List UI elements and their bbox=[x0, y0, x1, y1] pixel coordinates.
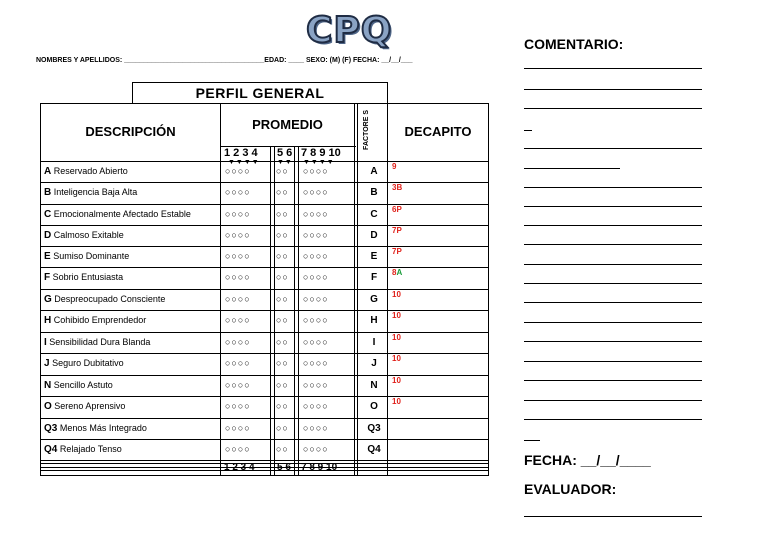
comment-line[interactable] bbox=[524, 68, 702, 69]
row-desc-text: Sumiso Dominante bbox=[53, 251, 130, 261]
row-desc-text: Sereno Aprensivo bbox=[54, 401, 126, 411]
decapito-value: 10 bbox=[392, 311, 401, 320]
circles-group-2[interactable]: ○○ bbox=[276, 337, 289, 347]
decapito-value: 3B bbox=[392, 183, 403, 192]
factor-letter: F bbox=[370, 272, 378, 283]
decapito-value: 10 bbox=[392, 397, 401, 406]
circles-group-2[interactable]: ○○ bbox=[276, 358, 289, 368]
comment-line[interactable] bbox=[524, 108, 702, 109]
comment-line[interactable] bbox=[524, 419, 702, 420]
row-desc-text: Reservado Abierto bbox=[53, 166, 128, 176]
circles-group-1[interactable]: ○○○○ bbox=[225, 401, 251, 411]
evaluador-label: EVALUADOR: bbox=[524, 481, 617, 497]
comment-line[interactable] bbox=[524, 206, 702, 207]
decapito-value: 10 bbox=[392, 376, 401, 385]
factores-header: FACTORE S bbox=[363, 110, 370, 150]
comment-line[interactable] bbox=[524, 130, 532, 131]
circles-group-3[interactable]: ○○○○ bbox=[303, 444, 329, 454]
circles-group-2[interactable]: ○○ bbox=[276, 209, 289, 219]
row-desc-text: Emocionalmente Afectado Estable bbox=[53, 209, 191, 219]
row-description bbox=[44, 401, 125, 412]
factor-letter: O bbox=[370, 401, 378, 412]
comment-line[interactable] bbox=[524, 225, 702, 226]
factor-letter: A bbox=[370, 166, 378, 177]
circles-group-1[interactable]: ○○○○ bbox=[225, 294, 251, 304]
row-desc-text: Despreocupado Consciente bbox=[54, 294, 166, 304]
row-letter: N bbox=[44, 380, 52, 391]
circles-group-2[interactable]: ○○ bbox=[276, 294, 289, 304]
profile-table bbox=[40, 103, 489, 476]
row-description bbox=[44, 166, 128, 177]
factor-letter: B bbox=[370, 187, 378, 198]
comment-line[interactable] bbox=[524, 264, 702, 265]
circles-group-1[interactable]: ○○○○ bbox=[225, 337, 251, 347]
factor-letter: G bbox=[370, 294, 378, 305]
circles-group-2[interactable]: ○○ bbox=[276, 380, 289, 390]
row-description bbox=[44, 230, 124, 241]
row-letter: G bbox=[44, 294, 52, 305]
comment-line[interactable] bbox=[524, 244, 702, 245]
circles-group-1[interactable]: ○○○○ bbox=[225, 444, 251, 454]
factor-letter: J bbox=[371, 358, 377, 369]
factor-letter: I bbox=[372, 337, 376, 348]
promedio-header: PROMEDIO bbox=[252, 117, 323, 132]
circles-group-2[interactable]: ○○ bbox=[276, 187, 289, 197]
decapito-value: 7P bbox=[392, 247, 402, 256]
comment-line[interactable] bbox=[524, 361, 702, 362]
decapito-value: 9 bbox=[392, 162, 397, 171]
row-description bbox=[44, 444, 122, 455]
row-description bbox=[44, 380, 113, 391]
bottom-scale-group-3: 7 8 9 10 bbox=[301, 461, 338, 473]
row-letter: Q3 bbox=[44, 423, 58, 434]
circles-group-1[interactable]: ○○○○ bbox=[225, 423, 251, 433]
circles-group-1[interactable]: ○○○○ bbox=[225, 272, 251, 282]
row-description bbox=[44, 187, 137, 198]
row-letter: A bbox=[44, 166, 52, 177]
comment-line[interactable] bbox=[524, 341, 702, 342]
circles-group-2[interactable]: ○○ bbox=[276, 401, 289, 411]
circles-group-3[interactable]: ○○○○ bbox=[303, 294, 329, 304]
row-letter: J bbox=[44, 358, 50, 369]
circles-group-1[interactable]: ○○○○ bbox=[225, 166, 251, 176]
row-description bbox=[44, 251, 129, 262]
circles-group-3[interactable]: ○○○○ bbox=[303, 166, 329, 176]
circles-group-1[interactable]: ○○○○ bbox=[225, 358, 251, 368]
circles-group-1[interactable]: ○○○○ bbox=[225, 251, 251, 261]
row-letter: H bbox=[44, 315, 52, 326]
row-letter: F bbox=[44, 272, 51, 283]
factor-letter: H bbox=[370, 315, 378, 326]
comment-line[interactable] bbox=[524, 89, 702, 90]
scale-group-2: 5 6 bbox=[277, 147, 293, 159]
circles-group-3[interactable]: ○○○○ bbox=[303, 423, 329, 433]
circles-group-2[interactable]: ○○ bbox=[276, 272, 289, 282]
decapito-value: 10 bbox=[392, 333, 401, 342]
row-desc-text: Inteligencia Baja Alta bbox=[53, 187, 138, 197]
circles-group-2[interactable]: ○○ bbox=[276, 230, 289, 240]
row-desc-text: Sobrio Entusiasta bbox=[52, 272, 124, 282]
circles-group-3[interactable]: ○○○○ bbox=[303, 401, 329, 411]
factor-letter: Q4 bbox=[367, 444, 381, 455]
circles-group-1[interactable]: ○○○○ bbox=[225, 209, 251, 219]
circles-group-3[interactable]: ○○○○ bbox=[303, 230, 329, 240]
marker-icon: ▼▼▼▼ bbox=[303, 159, 335, 166]
perfil-general-title: PERFIL GENERAL bbox=[132, 82, 388, 104]
circles-group-1[interactable]: ○○○○ bbox=[225, 315, 251, 325]
comment-line[interactable] bbox=[524, 168, 620, 169]
factor-letter: D bbox=[370, 230, 378, 241]
factor-letter: Q3 bbox=[367, 423, 381, 434]
comentario-label: COMENTARIO: bbox=[524, 36, 624, 52]
comment-line[interactable] bbox=[524, 516, 702, 517]
circles-group-3[interactable]: ○○○○ bbox=[303, 380, 329, 390]
circles-group-1[interactable]: ○○○○ bbox=[225, 230, 251, 240]
comment-line[interactable] bbox=[524, 187, 702, 188]
row-description bbox=[44, 294, 165, 305]
decapito-header: DECAPITO bbox=[404, 124, 472, 139]
circles-group-2[interactable]: ○○ bbox=[276, 166, 289, 176]
circles-group-3[interactable]: ○○○○ bbox=[303, 187, 329, 197]
circles-group-3[interactable]: ○○○○ bbox=[303, 337, 329, 347]
circles-group-3[interactable]: ○○○○ bbox=[303, 358, 329, 368]
circles-group-3[interactable]: ○○○○ bbox=[303, 315, 329, 325]
factor-letter: E bbox=[370, 251, 378, 262]
circles-group-2[interactable]: ○○ bbox=[276, 251, 289, 261]
marker-icon: ▼▼▼▼ bbox=[228, 159, 260, 166]
row-letter: B bbox=[44, 187, 52, 198]
row-description bbox=[44, 423, 147, 434]
row-desc-text: Calmoso Exitable bbox=[53, 230, 124, 240]
circles-group-2[interactable]: ○○ bbox=[276, 423, 289, 433]
decapito-value: 10 bbox=[392, 290, 401, 299]
comment-line[interactable] bbox=[524, 302, 702, 303]
scale-group-3: 7 8 9 10 bbox=[301, 147, 341, 159]
circles-group-3[interactable]: ○○○○ bbox=[303, 272, 329, 282]
circles-group-1[interactable]: ○○○○ bbox=[225, 187, 251, 197]
row-letter: C bbox=[44, 209, 52, 220]
row-letter: I bbox=[44, 337, 47, 348]
row-description bbox=[44, 315, 146, 326]
decapito-value: 7P bbox=[392, 226, 402, 235]
circles-group-2[interactable]: ○○ bbox=[276, 315, 289, 325]
row-desc-text: Relajado Tenso bbox=[59, 444, 122, 454]
row-description bbox=[44, 358, 124, 369]
row-description bbox=[44, 209, 191, 220]
bottom-scale-group-1: 1 2 3 4 bbox=[224, 461, 255, 473]
comment-line[interactable] bbox=[524, 322, 702, 323]
decapito-value: 8A bbox=[392, 268, 403, 277]
factor-letter: N bbox=[370, 380, 378, 391]
comment-line[interactable] bbox=[524, 440, 540, 441]
comment-line[interactable] bbox=[524, 283, 702, 284]
scale-group-1: 1 2 3 4 bbox=[224, 147, 258, 159]
circles-group-3[interactable]: ○○○○ bbox=[303, 251, 329, 261]
comment-line[interactable] bbox=[524, 400, 702, 401]
row-letter: O bbox=[44, 401, 52, 412]
row-letter: D bbox=[44, 230, 52, 241]
bottom-scale-group-2: 5 6 bbox=[277, 461, 291, 473]
circles-group-1[interactable]: ○○○○ bbox=[225, 380, 251, 390]
row-desc-text: Cohibido Emprendedor bbox=[53, 315, 147, 325]
row-letter: E bbox=[44, 251, 51, 262]
fecha-label: FECHA: __/__/____ bbox=[524, 452, 651, 468]
header-info-line: NOMBRES Y APELLIDOS: ____________________________________EDAD: ____ SEXO: (M) (F) FECHA: __/__/___ bbox=[36, 57, 413, 64]
row-desc-text: Sensibilidad Dura Blanda bbox=[49, 337, 151, 347]
row-desc-text: Menos Más Integrado bbox=[59, 423, 147, 433]
cpq-logo: CPQ bbox=[306, 10, 393, 51]
circles-group-3[interactable]: ○○○○ bbox=[303, 209, 329, 219]
circles-group-2[interactable]: ○○ bbox=[276, 444, 289, 454]
descripcion-header: DESCRIPCIÓN bbox=[85, 124, 176, 139]
row-letter: Q4 bbox=[44, 444, 58, 455]
row-description bbox=[44, 337, 150, 348]
factor-letter: C bbox=[370, 209, 378, 220]
row-desc-text: Seguro Dubitativo bbox=[52, 358, 124, 368]
marker-icon: ▼▼ bbox=[277, 159, 293, 166]
decapito-value: 10 bbox=[392, 354, 401, 363]
comment-line[interactable] bbox=[524, 148, 702, 149]
comment-line[interactable] bbox=[524, 380, 702, 381]
row-description bbox=[44, 272, 123, 283]
decapito-value: 6P bbox=[392, 205, 402, 214]
row-desc-text: Sencillo Astuto bbox=[53, 380, 113, 390]
